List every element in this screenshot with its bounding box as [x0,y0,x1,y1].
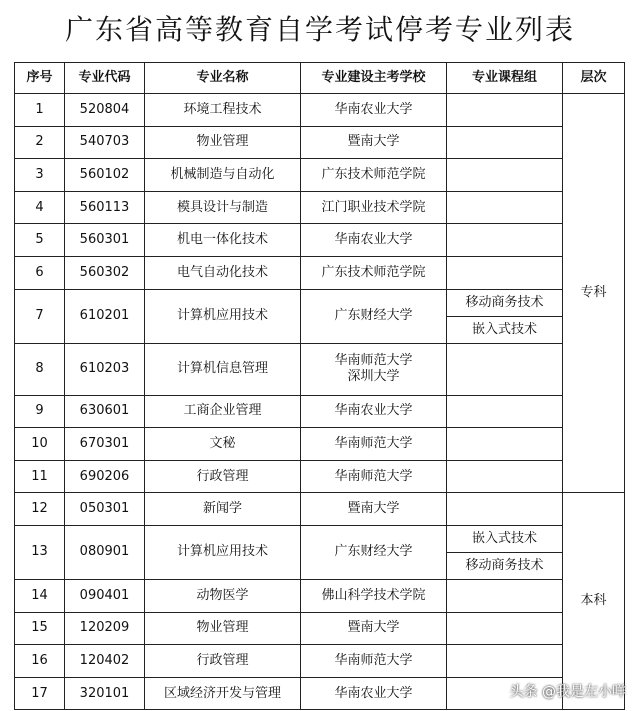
school-name: 华南师范大学 [334,652,413,668]
cell-index: 2 [15,126,65,159]
cell-course-group [447,428,563,461]
school-name: 深圳大学 [347,369,400,385]
school-name: 华南农业大学 [334,403,413,419]
course-group-item: 嵌入式技术 [471,530,537,546]
school-name: 华南农业大学 [334,685,413,701]
cell-major-name: 机电一体化技术 [145,224,301,257]
table-row [15,191,625,224]
cell-school [301,525,447,579]
cell-school [301,493,447,526]
cell-course-group [447,612,563,645]
cell-school [301,612,447,645]
school-name: 华南农业大学 [334,101,413,117]
table-row [15,224,625,257]
table-row [15,289,625,343]
level-zhuanke: 专科 [563,94,625,493]
level-benke: 本科 [563,493,625,710]
course-group-item: 移动商务技术 [447,552,562,579]
cell-school [301,256,447,289]
table-row [15,94,625,127]
cell-course-group [447,579,563,612]
cell-code: 120209 [65,612,145,645]
school-name: 广东财经大学 [334,544,413,560]
cell-school [301,159,447,192]
header-index: 序号 [15,63,65,94]
cell-code: 560302 [65,256,145,289]
cell-index: 9 [15,395,65,428]
cell-major-name: 工商企业管理 [145,395,301,428]
cell-school [301,126,447,159]
school-name: 广东技术师范学院 [321,166,426,182]
cell-major-name: 物业管理 [145,126,301,159]
cell-course-group [447,224,563,257]
cell-course-group [447,126,563,159]
header-name: 专业名称 [145,63,301,94]
cell-course-group [447,94,563,127]
cell-major-name: 电气自动化技术 [145,256,301,289]
cell-course-group [447,256,563,289]
cell-course-group [447,525,563,579]
cell-course-group [447,191,563,224]
cell-school [301,191,447,224]
cell-school [301,428,447,461]
cell-school [301,395,447,428]
cell-major-name: 模具设计与制造 [145,191,301,224]
table-row [15,460,625,493]
cell-code: 080901 [65,525,145,579]
table-row [15,579,625,612]
school-name: 暨南大学 [347,620,400,636]
cell-code: 540703 [65,126,145,159]
cell-major-name: 文秘 [145,428,301,461]
header-school: 专业建设主考学校 [301,63,447,94]
school-name: 暨南大学 [347,134,400,150]
school-name: 华南农业大学 [334,232,413,248]
cell-major-name: 物业管理 [145,612,301,645]
cell-index: 6 [15,256,65,289]
school-name: 华南师范大学 [334,353,413,369]
cell-code: 670301 [65,428,145,461]
school-name: 佛山科学技术学院 [321,587,426,603]
cell-index: 16 [15,645,65,678]
table-row [15,395,625,428]
cell-course-group [447,493,563,526]
school-name: 广东技术师范学院 [321,264,426,280]
table-row [15,428,625,461]
cell-course-group [447,289,563,343]
cell-major-name: 行政管理 [145,460,301,493]
school-name: 华南师范大学 [334,435,413,451]
cell-index: 3 [15,159,65,192]
cell-school [301,645,447,678]
table-row [15,159,625,192]
table-row [15,343,625,395]
header-code: 专业代码 [65,63,145,94]
table-row [15,256,625,289]
cell-school [301,343,447,395]
cell-code: 610203 [65,343,145,395]
cell-index: 15 [15,612,65,645]
cell-code: 560113 [65,191,145,224]
table-row [15,525,625,579]
cell-major-name: 新闻学 [145,493,301,526]
cell-code: 690206 [65,460,145,493]
cell-school [301,677,447,710]
cell-major-name: 动物医学 [145,579,301,612]
table-header-row [15,63,625,94]
cell-code: 120402 [65,645,145,678]
cell-index: 10 [15,428,65,461]
cell-school [301,94,447,127]
cell-major-name: 区域经济开发与管理 [145,677,301,710]
cell-code: 560102 [65,159,145,192]
cell-school [301,579,447,612]
school-name: 暨南大学 [347,501,400,517]
table-row [15,612,625,645]
cell-major-name: 计算机应用技术 [145,525,301,579]
course-group-item: 移动商务技术 [465,294,544,310]
table-row [15,493,625,526]
cell-index: 1 [15,94,65,127]
school-name: 华南师范大学 [334,468,413,484]
cell-code: 090401 [65,579,145,612]
cell-index: 5 [15,224,65,257]
cell-code: 560301 [65,224,145,257]
cell-major-name: 计算机信息管理 [145,343,301,395]
school-name: 广东财经大学 [334,308,413,324]
cell-index: 17 [15,677,65,710]
cell-major-name: 环境工程技术 [145,94,301,127]
header-course-group: 专业课程组 [447,63,563,94]
cell-school [301,224,447,257]
cell-major-name: 行政管理 [145,645,301,678]
cell-index: 13 [15,525,65,579]
cell-code: 520804 [65,94,145,127]
cell-code: 320101 [65,677,145,710]
page-title: 广东省高等教育自学考试停考专业列表 [64,13,575,46]
suspended-majors-table [14,62,625,710]
table-row [15,645,625,678]
cell-index: 14 [15,579,65,612]
cell-course-group [447,159,563,192]
cell-course-group [447,460,563,493]
cell-school [301,460,447,493]
course-group-item: 嵌入式技术 [447,316,562,343]
cell-code: 610201 [65,289,145,343]
cell-major-name: 机械制造与自动化 [145,159,301,192]
cell-index: 12 [15,493,65,526]
cell-course-group [447,645,563,678]
cell-index: 4 [15,191,65,224]
school-name: 江门职业技术学院 [321,199,426,215]
cell-index: 11 [15,460,65,493]
header-level: 层次 [563,63,625,94]
cell-course-group [447,395,563,428]
cell-index: 8 [15,343,65,395]
cell-code: 050301 [65,493,145,526]
cell-course-group [447,343,563,395]
table-row [15,126,625,159]
cell-major-name: 计算机应用技术 [145,289,301,343]
watermark: 头条 @我是左小咩 [509,684,626,700]
cell-code: 630601 [65,395,145,428]
cell-index: 7 [15,289,65,343]
cell-school [301,289,447,343]
